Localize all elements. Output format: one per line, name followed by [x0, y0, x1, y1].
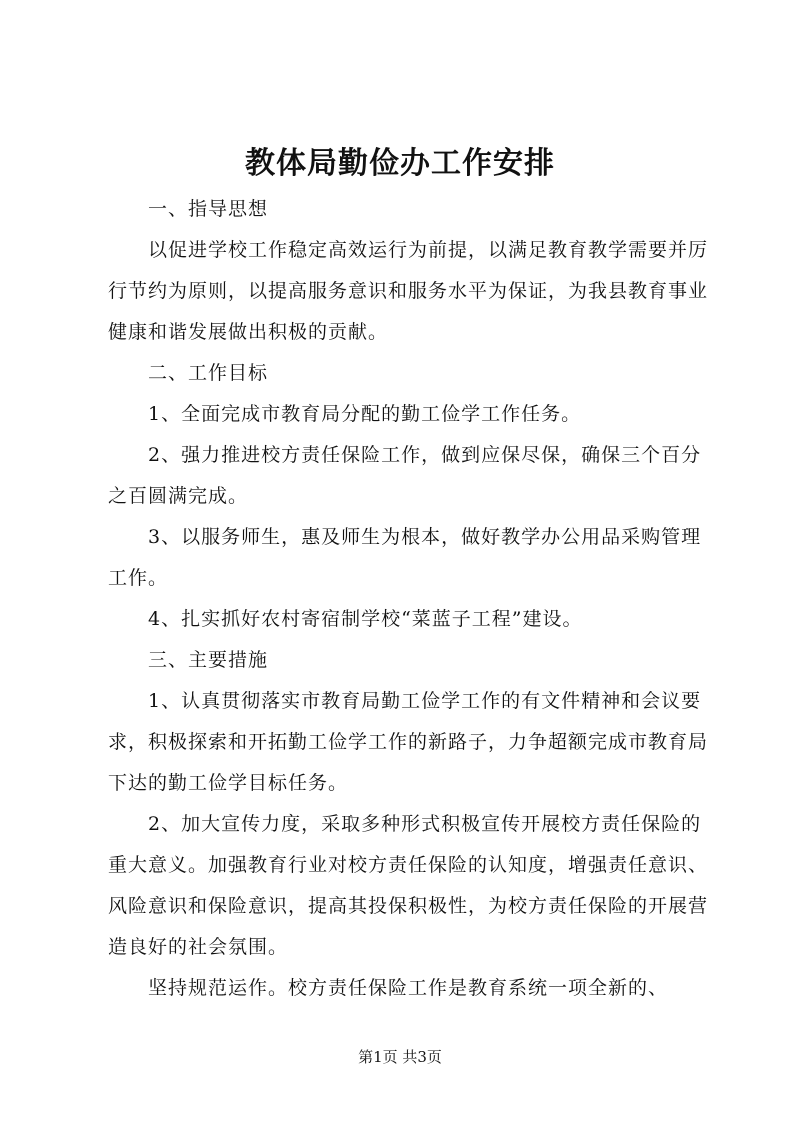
- section-heading-guiding-ideology: 一、指导思想: [148, 198, 269, 220]
- paragraph-goal-3: 3、以服务师生，惠及师生为根本，做好教学办公用品采购管理工作。: [108, 526, 702, 589]
- page-footer: 第1页 共3页: [358, 1048, 442, 1066]
- section-heading-work-goals: 二、工作目标: [148, 362, 269, 384]
- paragraph-guiding-ideology: 以促进学校工作稳定高效运行为前提，以满足教育教学需要并厉行节约为原则，以提高服务意识和服务水平为保证，为我县教育事业健康和谐发展做出积极的贡献。: [108, 239, 709, 343]
- document-body: [108, 189, 708, 1009]
- paragraph-measure-2: 2、加大宣传力度，采取多种形式积极宣传开展校方责任保险的重大意义。加强教育行业对校方责任保险的认知度，增强责任意识、风险意识和保险意识，提高其投保积极性，为校方责任保险的开展营造良好的社会氛围。: [108, 813, 709, 958]
- paragraph-measure-1: 1、认真贯彻落实市教育局勤工俭学工作的有文件精神和会议要求，积极探索和开拓勤工俭学工作的新路子，力争超额完成市教育局下达的勤工俭学目标任务。: [108, 690, 709, 794]
- paragraph-goal-2: 2、强力推进校方责任保险工作，做到应保尽保，确保三个百分之百圆满完成。: [108, 444, 702, 507]
- paragraph-standard-operation: 坚持规范运作。校方责任保险工作是教育系统一项全新的、: [148, 977, 669, 999]
- section-heading-main-measures: 三、主要措施: [148, 649, 269, 671]
- paragraph-goal-1: 1、全面完成市教育局分配的勤工俭学工作任务。: [148, 403, 582, 425]
- paragraph-goal-4: 4、扎实抓好农村寄宿制学校“菜蓝子工程”建设。: [148, 608, 583, 630]
- document-title: 教体局勤俭办工作安排: [245, 146, 555, 181]
